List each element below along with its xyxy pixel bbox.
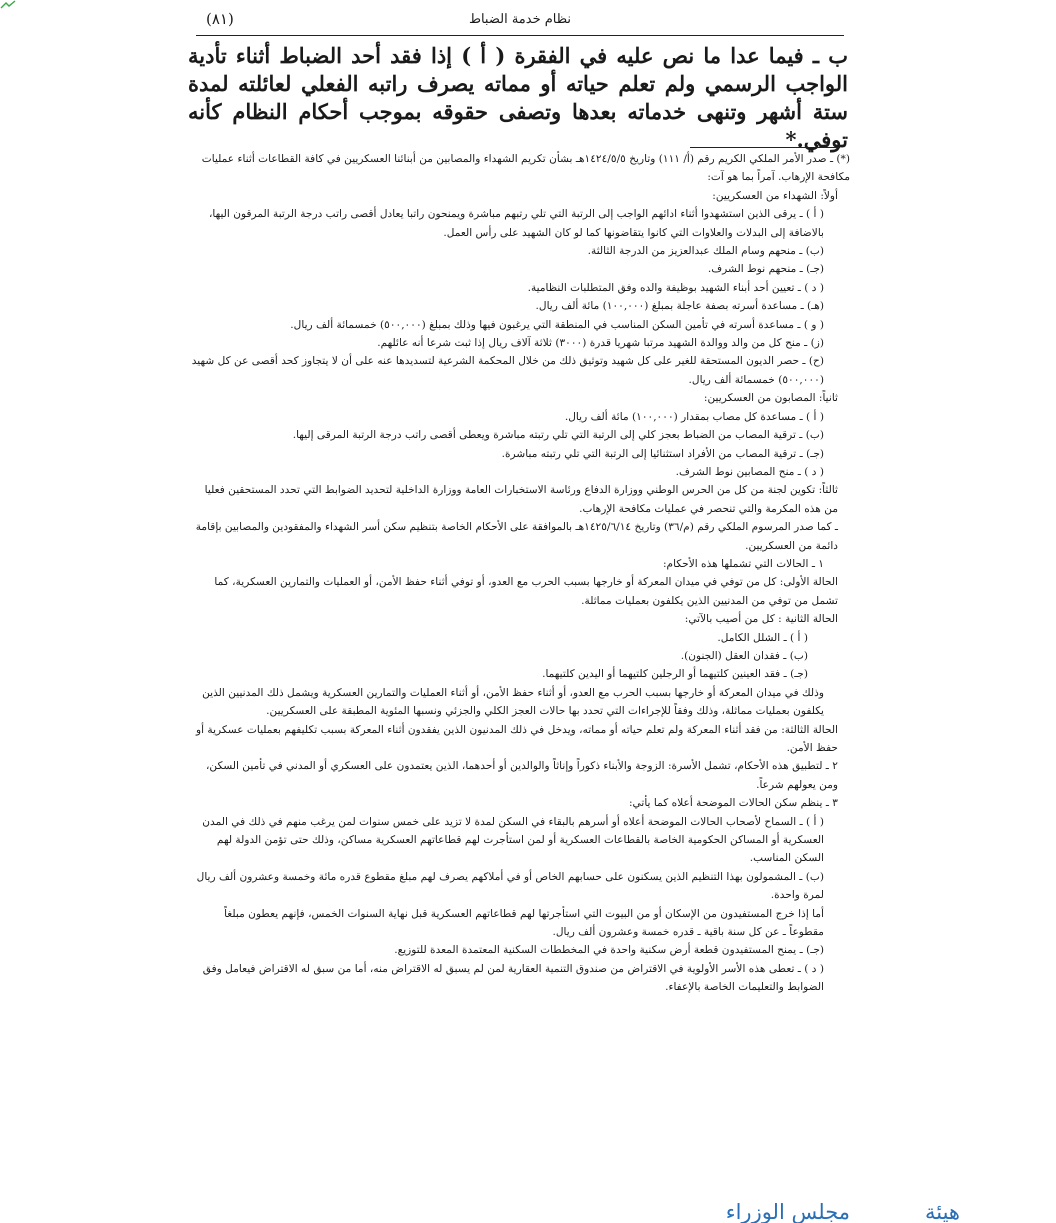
corner-mark-icon [0, 0, 16, 10]
case-paragraph: الحالة الثالثة: من فقد أثناء المعركة ولم تعلم حياته أو مماته، ويدخل في ذلك المدنيون الذين يفقدون أثناء المعركة بسبب تكليفهم بعمليات عسكرية أو حفظ الأمن. [196, 723, 838, 754]
section-paragraph: ثالثاً: تكوين لجنة من كل من الحرس الوطني ووزارة الدفاع ورئاسة الاستخبارات العامة ووزارة الداخلية لتحديد الضوابط التي تحدد المستحقين فعليا من هذه المكرمة والتي تنحصر في عمليات مكافحة الإرهاب. [204, 484, 838, 515]
header-rule [196, 35, 844, 36]
main-clause [188, 42, 848, 154]
list-item: ( د ) ـ تعيين أحد أبناء الشهيد بوظيفة والده وفق المتطلبات النظامية. [527, 281, 824, 294]
list-item: (جـ) ـ ترقية المصاب من الأفراد استثنائيا إلى الرتبة التي تلي رتبته مباشرة. [501, 447, 824, 460]
list-item: ( أ ) ـ يرقى الذين استشهدوا أثناء ادائهم الواجب إلى الرتبة التي تلي رتبهم مباشرة ويمنحون راتبا يعادل أقصى راتب درجة الرتبة المرقون اليها، بالاضافة إلى البدلات والعلاوات التي كانوا يتقاضونها كما لو كان الشهيد على رأس العمل. [208, 208, 824, 239]
list-item: ( أ ) ـ مساعدة كل مصاب بمقدار (١٠٠,٠٠٠) مائة ألف ريال. [564, 410, 824, 423]
list-item: (جـ) ـ منحهم نوط الشرف. [707, 263, 824, 276]
list-item: (ز) ـ منح كل من والد ووالدة الشهيد مرتبا شهريا قدرة (٣٠٠٠) ثلاثة آلاف ريال إذا ثبت شرعا أنه عائلهم. [377, 337, 824, 350]
footer-stamp [700, 1198, 960, 1223]
numbered-heading: ١ ـ الحالات التي تشملها هذه الأحكام: [662, 557, 824, 570]
list-item: (ب) ـ ترقية المصاب من الضباط بعجز كلي إلى الرتبة التي تلي رتبته مباشرة ويعطى أقصى راتب درجة الرتبة المرقى إليها. [292, 429, 824, 442]
case-paragraph: الحالة الأولى: كل من توفي في ميدان المعركة أو خارجها بسبب الحرب مع العدو، أو توفي أثناء حفظ الأمن، أو العمليات والتمارين العسكرية، كما تشمل من توفي من المدنيين الذين يكلفون بعمليات مماثلة. [214, 576, 838, 607]
footnote-separator [690, 147, 840, 148]
footnote-intro: (*) ـ صدر الأمر الملكي الكريم رقم (أ/ ١١١) وتاريخ ١٤٢٤/٥/٥هـ بشأن تكريم الشهداء والمصابين من أبنائنا العسكريين في كافة القطاعات أثناء عمليات مكافحة الإرهاب. آمراً بما هو آت: [201, 153, 850, 184]
numbered-heading: ٣ ـ ينظم سكن الحالات الموضحة أعلاه كما يأتي: [628, 797, 838, 810]
list-item: (ب) ـ المشمولون بهذا التنظيم الذين يسكنون على حسابهم الخاص أو في أملاكهم يصرف لهم مبلغ مقطوع قدره مائة وخمسة وعشرون ألف ريال لمرة واحدة. [196, 870, 824, 902]
list-item: (ح) ـ حصر الديون المستحقة للغير على كل شهيد وتوثيق ذلك من خلال المحكمة الشرعية لتسديدها عنه على أن لا يتجاوز كحد أقصى عن كل شهيد (٥٠٠,٠٠٠) خمسمائة ألف ريال. [191, 355, 824, 386]
list-item: ( أ ) ـ الشلل الكامل. [717, 631, 808, 644]
decree-paragraph: ـ كما صدر المرسوم الملكي رقم (م/٣٦) وتاريخ ١٤٢٥/٦/١٤هـ بالموافقة على الأحكام الخاصة بتنظيم سكن أسر الشهداء والمفقودين والمصابين بإقامة دائمة من العسكريين. [195, 521, 838, 552]
page-header [196, 8, 844, 34]
list-item: ( أ ) ـ السماح لأصحاب الحالات الموضحة أعلاه أو أسرهم بالبقاء في السكن لمدة لا تزيد على خمس سنوات لمن يرغب منهم في ذلك في المدن العسكرية أو المساكن الحكومية الخاصة بالقطاعات العسكرية أو لمن استأجرت لهم قطاعاتهم العسكرية مساكن، وذلك حتى تؤمن الدولة لهم السكن المناسب. [202, 815, 824, 865]
running-title: نظام خدمة الضباط [468, 12, 572, 27]
list-item: ( د ) ـ منح المصابين نوط الشرف. [675, 465, 824, 478]
section-heading: أولاً: الشهداء من العسكريين: [712, 189, 838, 202]
list-item: (جـ) ـ فقد العينين كلتيهما أو الرجلين كلتيهما أو اليدين كلتيهما. [542, 668, 808, 681]
page-number: (٨١) [206, 10, 234, 28]
list-item: ( و ) ـ مساعدة أسرته في تأمين السكن المناسب في المنطقة التي يرغبون فيها وذلك بمبلغ (٥٠٠,٠٠٠) خمسمائة ألف ريال. [290, 318, 824, 331]
footnote-block [188, 150, 850, 997]
list-item: ( د ) ـ تعطى هذه الأسر الأولوية في الاقتراض من صندوق التنمية العقارية لمن لم يسبق له الاقتراض منه، أما من سبق له الاقتراض فيعامل وفق الضوابط والتعليمات الخاصة بالإعفاء. [202, 962, 824, 994]
stamp-word-council: مجلس الوزراء [725, 1200, 850, 1223]
list-item: (ب) ـ فقدان العقل (الجنون). [680, 649, 808, 662]
list-paragraph: أما إذا خرج المستفيدون من الإسكان أو من البيوت التي استأجرتها لهم قطاعاتهم العسكرية قبل نهاية السنوات الخمس، فإنهم يعطون مبلغاً مقطوعاً ـ عن كل سنة باقية ـ قدره خمسة وعشرون ألف ريال. [224, 907, 824, 939]
list-item: (ب) ـ منحهم وسام الملك عبدالعزيز من الدرجة الثالثة. [587, 245, 824, 258]
case-paragraph: وذلك في ميدان المعركة أو خارجها بسبب الحرب مع العدو، أو أثناء حفظ الأمن، أو أثناء العمليات والتمارين العسكرية ويشمل ذلك المدنيين الذين يكلفون بعمليات مماثلة، وذلك وفقاً للإجراءات التي تحدد بها حالات العجز الكلي والجزئي ونسبها المئوية المطبقة على العسكريين. [202, 686, 824, 718]
list-item: (هـ) ـ مساعدة أسرته بصفة عاجلة بمبلغ (١٠٠,٠٠٠) مائة ألف ريال. [535, 300, 824, 313]
clause-b-text: ب ـ فيما عدا ما نص عليه في الفقرة ( أ ) إذا فقد أحد الضباط أثناء تأدية الواجب الرسمي ولم تعلم حياته أو مماته يصرف راتبه الفعلي لعائلته لمدة ستة أشهر وتنهى خدماته بعدها وتصفى حقوقه بموجب أحكام النظام كأنه توفي.* [188, 43, 848, 152]
numbered-paragraph: ٢ ـ لتطبيق هذه الأحكام، تشمل الأسرة: الزوجة والأبناء ذكوراً وإناثاً والوالدين أو أحدهما، الذين يعتمدون على العسكري أو المدني في تأمين السكن، ومن يعولهم شرعاً. [205, 760, 838, 791]
section-heading: ثانياً: المصابون من العسكريين: [703, 392, 838, 405]
list-item: (جـ) ـ يمنح المستفيدون قطعة أرض سكنية واحدة في المخططات السكنية المعتمدة المعدة للتوزيع. [394, 944, 824, 957]
case-heading: الحالة الثانية : كل من أصيب بالآتي: [684, 613, 838, 626]
stamp-word-authority: هيئة [924, 1200, 960, 1223]
